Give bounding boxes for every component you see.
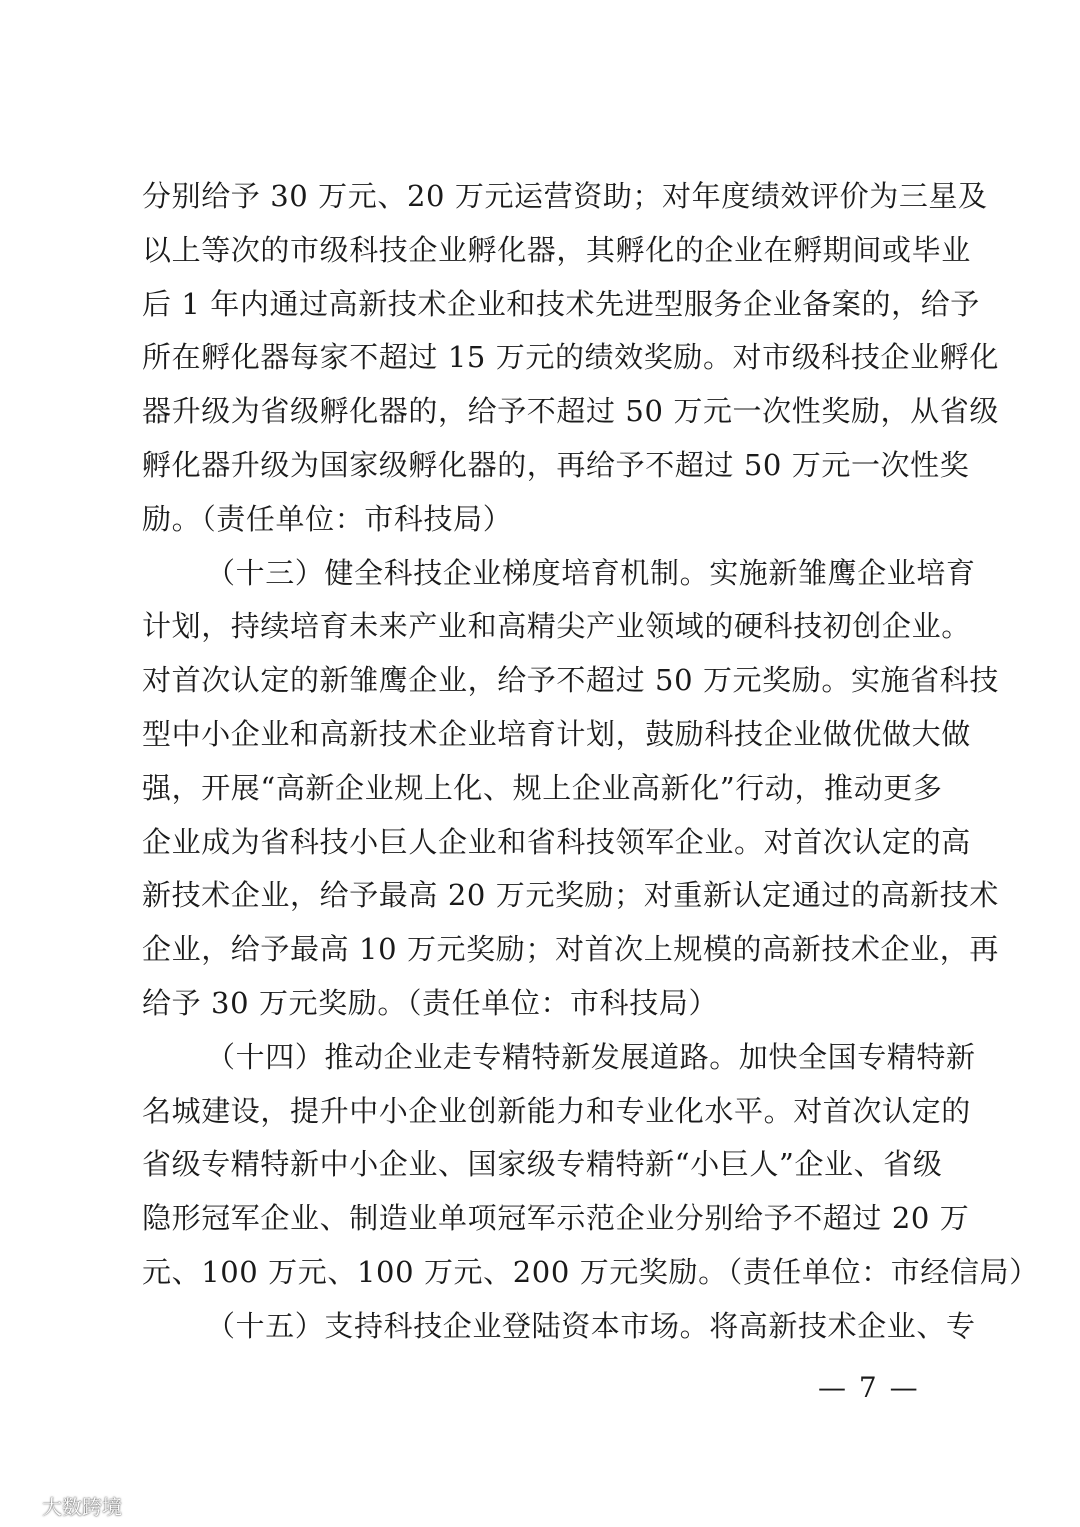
text-line-10: 对首次认定的新雏鹰企业，给予不超过 50 万元奖励。实施省科技 [142,663,999,698]
section-13-heading-line: （十三）健全科技企业梯度培育机制。实施新雏鹰企业培育 [206,555,976,590]
text-line-6: 孵化器升级为国家级孵化器的，再给予不超过 50 万元一次性奖 [142,447,970,482]
text-line-15: 企业，给予最高 10 万元奖励；对首次上规模的高新技术企业，再 [142,932,999,967]
text-line-12: 强，开展“高新企业规上化、规上企业高新化”行动，推动更多 [142,770,943,805]
section-15-heading-line: （十五）支持科技企业登陆资本市场。将高新技术企业、专 [206,1308,976,1343]
text-line-16: 给予 30 万元奖励。（责任单位：市科技局） [142,985,719,1020]
section-14-heading-line: （十四）推动企业走专精特新发展道路。加快全国专精特新 [206,1039,976,1074]
text-line-2: 以上等次的市级科技企业孵化器，其孵化的企业在孵期间或毕业 [142,232,971,267]
watermark [6,1490,122,1520]
text-line-14: 新技术企业，给予最高 20 万元奖励；对重新认定通过的高新技术 [142,878,999,913]
text-line-18: 名城建设，提升中小企业创新能力和专业化水平。对首次认定的 [142,1093,971,1128]
text-line-21: 元、100 万元、100 万元、200 万元奖励。（责任单位：市经信局） [142,1254,1039,1289]
text-line-4: 所在孵化器每家不超过 15 万元的绩效奖励。对市级科技企业孵化 [142,340,999,375]
page-number: — 7 — [818,1371,920,1404]
chat-bubble-logo-icon [6,1493,36,1517]
text-line-7: 励。（责任单位：市科技局） [142,501,513,536]
text-line-11: 型中小企业和高新技术企业培育计划，鼓励科技企业做优做大做 [142,716,971,751]
text-line-19: 省级专精特新中小企业、国家级专精特新“小巨人”企业、省级 [142,1147,943,1182]
body-text [142,170,1039,1354]
text-line-20: 隐形冠军企业、制造业单项冠军示范企业分别给予不超过 20 万 [142,1201,970,1236]
text-line-13: 企业成为省科技小巨人企业和省科技领军企业。对首次认定的高 [142,824,971,859]
text-line-5: 器升级为省级孵化器的，给予不超过 50 万元一次性奖励，从省级 [142,394,999,429]
watermark-text: 大数跨境 [42,1494,122,1519]
text-line-3: 后 1 年内通过高新技术企业和技术先进型服务企业备案的，给予 [142,286,980,321]
text-line-1: 分别给予 30 万元、20 万元运营资助；对年度绩效评价为三星及 [142,179,988,213]
text-line-9: 计划，持续培育未来产业和高精尖产业领域的硬科技初创企业。 [142,609,971,644]
